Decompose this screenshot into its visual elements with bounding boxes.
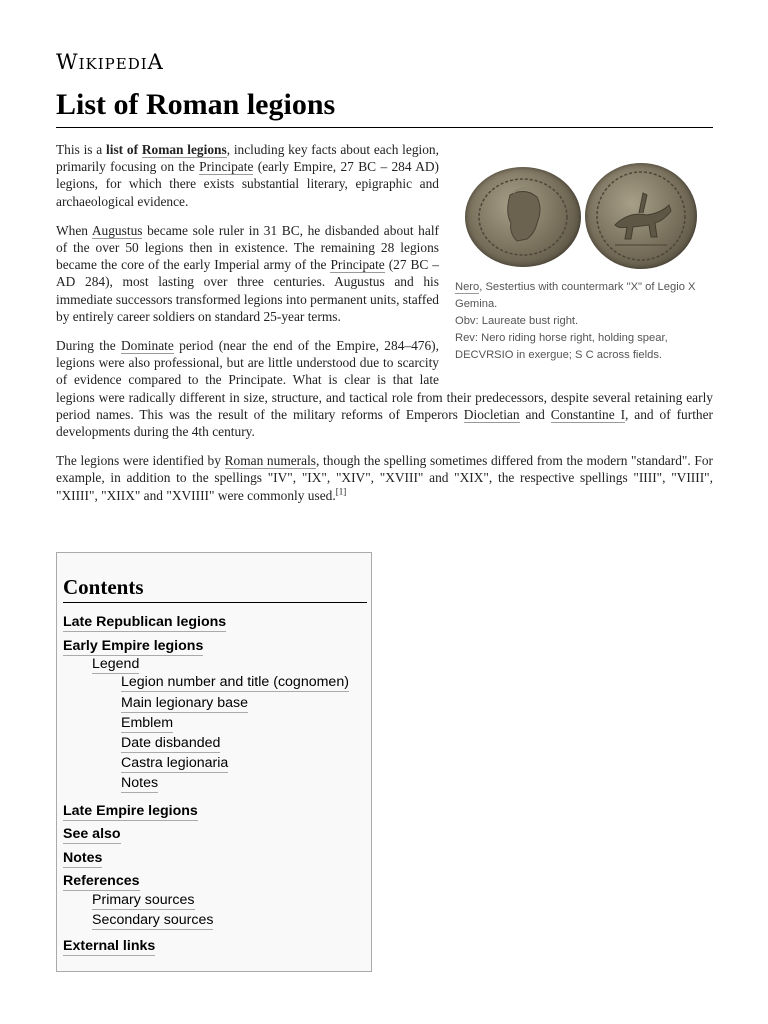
toc-item-early-empire-legions[interactable]: Early Empire legions	[63, 638, 204, 654]
toc-title: Contents	[63, 575, 367, 603]
toc-item-emblem[interactable]: Emblem	[121, 715, 174, 731]
text: (27 BC – AD 284), most lasting over three centuries. Augustus and his immediate successors transformed legions into permanent units, staffed by entirely career soldiers on standard 25-year terms.	[56, 257, 440, 324]
diocletian-link[interactable]: Diocletian	[463, 406, 520, 422]
roman-legions-link[interactable]: Roman legions	[141, 142, 227, 157]
wordmark-first: W	[56, 50, 79, 74]
toc-item-external-links[interactable]: External links	[63, 938, 156, 954]
caption-line-2: Obv: Laureate bust right.	[455, 315, 579, 327]
text: , and of further developments during the 4th century.	[56, 406, 714, 440]
toc-item-date-disbanded[interactable]: Date disbanded	[121, 735, 221, 751]
caption-line-3: Rev: Nero riding horse right, holding spear, DECVRSIO in exergue; S C across fields.	[455, 332, 668, 361]
wordmark-last: A	[147, 50, 164, 74]
toc-item-legion-number-and-title[interactable]: Legion number and title (cognomen)	[121, 674, 349, 690]
text: , though the spelling sometimes differed from the modern "standard". For example, in addition to the spellings "IV", "IX", "XIV", "XVIII" and "XIX", the respective spellings "IIII", "VIIII", "XIIII", "XIIX" and "XVIIII" were commonly used.	[56, 453, 713, 503]
principate-link-2[interactable]: Principate	[330, 257, 385, 273]
roman-numerals-link[interactable]: Roman numerals	[224, 453, 317, 469]
reference-link[interactable]: [1]	[335, 486, 347, 497]
page-title: List of Roman legions	[56, 86, 713, 128]
text: This is a	[56, 142, 107, 157]
coin-obverse-image	[465, 167, 581, 267]
wordmark-mid: ikipedi	[78, 50, 148, 74]
toc-item-references[interactable]: References	[63, 873, 140, 889]
toc-item-see-also[interactable]: See also	[63, 826, 121, 842]
toc-item-legend[interactable]: Legend	[92, 656, 140, 672]
text: The legions were identified by	[56, 453, 225, 469]
text: During the	[56, 338, 121, 354]
augustus-link[interactable]: Augustus	[91, 222, 143, 238]
toc-item-main-legionary-base[interactable]: Main legionary base	[121, 695, 248, 711]
nero-link[interactable]: Nero	[455, 281, 480, 293]
toc-item-secondary-sources[interactable]: Secondary sources	[92, 912, 214, 928]
toc-item-late-empire-legions[interactable]: Late Empire legions	[63, 803, 198, 819]
caption-line-1: , Sestertius with countermark "X" of Legio X Gemina.	[455, 281, 696, 310]
wikipedia-wordmark[interactable]	[56, 50, 164, 74]
toc-item-castra-legionaria[interactable]: Castra legionaria	[121, 755, 229, 771]
coin-image[interactable]	[459, 155, 709, 275]
text: (early Empire, 27 BC – 284 AD) legions, for which there exists substantial literary, epigraphic and archaeological evidence.	[56, 159, 439, 209]
toc-item-primary-sources[interactable]: Primary sources	[92, 892, 195, 908]
coin-reverse-image	[585, 163, 697, 269]
principate-link[interactable]: Principate	[199, 159, 254, 175]
text: and	[519, 406, 551, 422]
toc-item-notes-sub[interactable]: Notes	[121, 775, 159, 791]
article-body	[56, 141, 713, 516]
numerals-paragraph	[56, 452, 713, 504]
thumbnail-figure	[453, 143, 713, 364]
toc-item-late-republican-legions[interactable]: Late Republican legions	[63, 614, 227, 630]
table-of-contents	[56, 552, 372, 972]
dominate-link[interactable]: Dominate	[121, 338, 174, 354]
toc-item-notes[interactable]: Notes	[63, 850, 103, 866]
text: When	[56, 222, 92, 238]
text: period (near the end of the Empire, 284–476), legions were also professional, but are little understood due to scarcity of evidence compared to the Principate. What is clear is that late legions were radically different in size, structure, and tactical role from their predecessors, despite several retaining early period names. This was the result of the military reforms of Emperors	[56, 338, 713, 422]
thumbnail-caption	[455, 279, 713, 364]
text: list of	[106, 142, 142, 157]
constantine-link[interactable]: Constantine I	[550, 406, 626, 422]
text: became sole ruler in 31 BC, he disbanded about half of the over 50 legions then in existence. The remaining 28 legions became the core of the early Imperial army of the	[56, 222, 439, 273]
text: , including key facts about each legion, primarily focusing on the	[56, 142, 439, 175]
bold-term	[106, 142, 227, 158]
